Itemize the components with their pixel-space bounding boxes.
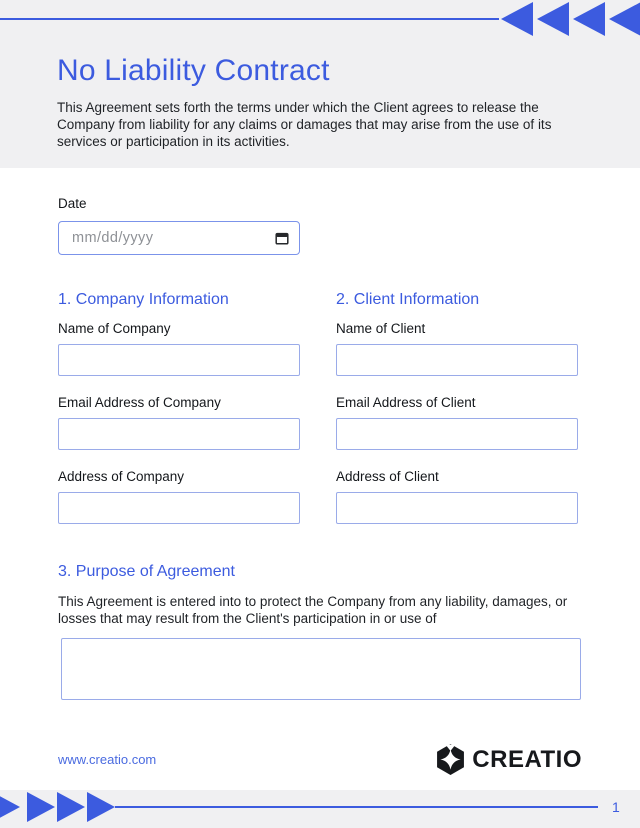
header-band	[0, 0, 640, 168]
bottom-divider-line	[115, 806, 598, 808]
company-name-input[interactable]	[58, 344, 300, 376]
field-client-email	[336, 395, 578, 450]
purpose-textarea[interactable]	[61, 638, 581, 700]
left-arrow-triangle-icon	[537, 2, 569, 36]
company-email-input[interactable]	[58, 418, 300, 450]
company-section-heading: 1. Company Information	[58, 291, 229, 308]
header-text	[57, 52, 591, 150]
company-address-label: Address of Company	[58, 469, 185, 484]
footer-band	[0, 790, 640, 828]
right-arrow-triangle-icon	[0, 792, 20, 822]
website-link[interactable]: www.creatio.com	[58, 752, 157, 767]
client-name-input[interactable]	[336, 344, 578, 376]
client-section-heading: 2. Client Information	[336, 291, 480, 308]
form-body	[0, 168, 640, 775]
left-arrow-triangle-icon	[501, 2, 533, 36]
company-info-section	[58, 291, 300, 524]
client-email-input[interactable]	[336, 418, 578, 450]
date-input-wrap	[58, 221, 300, 255]
date-field-group	[58, 196, 582, 255]
purpose-section-heading: 3. Purpose of Agreement	[58, 563, 235, 580]
field-client-name	[336, 321, 578, 376]
page-title: No Liability Contract	[57, 54, 330, 87]
field-company-email	[58, 395, 300, 450]
page-number: 1	[612, 799, 620, 815]
two-column-form	[58, 291, 582, 524]
client-info-section	[336, 291, 578, 524]
right-arrow-triangle-icon	[87, 792, 115, 822]
client-address-input[interactable]	[336, 492, 578, 524]
client-address-label: Address of Client	[336, 469, 439, 484]
purpose-section	[58, 563, 582, 700]
brand-wordmark: CREATIO	[472, 745, 582, 773]
right-arrow-triangle-icon	[27, 792, 55, 822]
agreement-intro-text: This Agreement sets forth the terms under which the Client agrees to release the Company from liability for any claims or damages that may arise from the use of its services or participation in its activities.	[57, 100, 552, 149]
field-company-address	[58, 469, 300, 524]
left-arrow-triangle-icon	[573, 2, 605, 36]
right-arrow-triangle-icon	[57, 792, 85, 822]
creatio-logo-icon	[435, 744, 466, 775]
company-address-input[interactable]	[58, 492, 300, 524]
brand-logo	[435, 744, 582, 775]
client-email-label: Email Address of Client	[336, 395, 476, 410]
client-name-label: Name of Client	[336, 321, 426, 336]
company-name-label: Name of Company	[58, 321, 171, 336]
top-divider-line	[0, 18, 499, 20]
purpose-description-text: This Agreement is entered into to protect the Company from any liability, damages, or losses that may result from the Client's participation in or use of	[58, 594, 568, 626]
field-client-address	[336, 469, 578, 524]
left-arrow-triangle-icon	[609, 2, 640, 36]
footer-row	[58, 744, 582, 775]
date-label: Date	[58, 196, 87, 211]
company-email-label: Email Address of Company	[58, 395, 221, 410]
date-input[interactable]	[58, 221, 300, 255]
field-company-name	[58, 321, 300, 376]
